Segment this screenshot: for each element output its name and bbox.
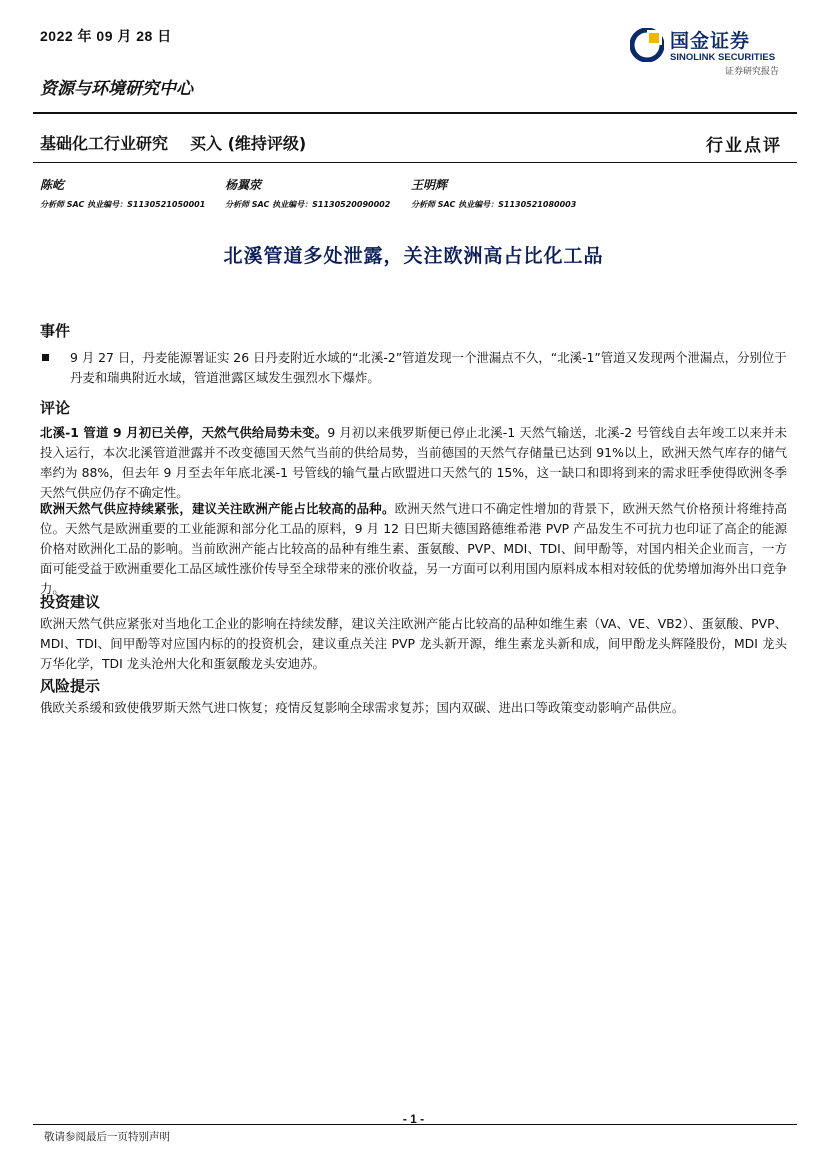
comment-paragraph-1 <box>40 423 787 503</box>
sinolink-logo-icon <box>630 28 664 62</box>
analyst-name: 杨翼荥 <box>225 178 262 192</box>
report-date: 2022 年 09 月 28 日 <box>40 28 172 44</box>
rating-line <box>40 131 328 154</box>
comment-2-body: 欧洲天然气进口不确定性增加的背景下，欧洲天然气价格预计将维持高位。天然气是欧洲重要的工业能源和部分化工品的原料，9 月 12 日巴斯夫德国路德维希港 PVP 产品发生不可抗力也印证了高企的能源价格对欧洲化工品的影响。当前欧洲产能占比较高的品种有维生素、蛋氨酸、PVP、MDI、TDI、间甲酚等，对国内相关企业而言，一方面可能受益于欧洲重要化工品区域性涨价传导至全球带来的涨价收益，另一方面可以利用国内原料成本相对较低的优势增加海外出口竞争力。 <box>40 501 788 596</box>
industry-label: 基础化工行业研究 <box>40 134 169 153</box>
event-bullet-text: 9 月 27 日，丹麦能源署证实 26 日丹麦附近水域的“北溪-2”管道发现一个泄漏点不久，“北溪-1”管道又发现两个泄漏点，分别位于丹麦和瑞典附近水域，管道泄露区域发生强烈水下爆炸。 <box>70 350 787 385</box>
analyst-3 <box>411 176 576 210</box>
risk-paragraph: 俄欧关系缓和致使俄罗斯天然气进口恢复；疫情反复影响全球需求复苏；国内双碳、进出口等政策变动影响产品供应。 <box>40 700 685 715</box>
brand-name-en: SINOLINK SECURITIES <box>670 52 776 63</box>
rating-label: 买入 (维持评级) <box>190 134 307 153</box>
report-title: 北溪管道多处泄露，关注欧洲高占比化工品 <box>223 245 604 267</box>
bullet-square-icon <box>42 354 49 361</box>
brand-name-cn: 国金证券 <box>670 30 751 52</box>
analyst-2 <box>225 176 390 210</box>
research-center: 资源与环境研究中心 <box>40 79 193 99</box>
section-heading-comment: 评论 <box>40 399 71 417</box>
brand-subtitle: 证券研究报告 <box>725 67 780 77</box>
report-type: 行业点评 <box>706 136 782 156</box>
section-heading-risk: 风险提示 <box>40 677 101 695</box>
analyst-id: 分析师 SAC 执业编号：S1130521080003 <box>411 200 577 209</box>
analyst-id: 分析师 SAC 执业编号：S1130521050001 <box>40 200 206 209</box>
analyst-1 <box>40 176 205 210</box>
invest-paragraph: 欧洲天然气供应紧张对当地化工企业的影响在持续发酵，建议关注欧洲产能占比较高的品种如维生素（VA、VE、VB2）、蛋氨酸、PVP、MDI、TDI、间甲酚等对应国内标的的投资机会，建议重点关注 PVP 龙头新开源，维生素龙头新和成，间甲酚龙头辉隆股份，MDI 龙头万华化学，TDI 龙头沧州大化和蛋氨酸龙头安迪苏。 <box>40 616 787 671</box>
section-heading-event: 事件 <box>40 322 71 340</box>
analyst-name: 陈屹 <box>40 178 65 192</box>
comment-2-lead: 欧洲天然气供应持续紧张，建议关注欧洲产能占比较高的品种。 <box>40 501 395 516</box>
rating-divider <box>33 162 797 163</box>
header-divider <box>33 112 797 114</box>
footer-disclaimer: 敬请参阅最后一页特别声明 <box>44 1131 170 1143</box>
comment-1-lead: 北溪-1 管道 9 月初已关停，天然气供给局势未变。 <box>40 425 328 440</box>
page-number: - 1 - <box>402 1112 425 1126</box>
comment-paragraph-2 <box>40 499 787 599</box>
analyst-name: 王明辉 <box>411 178 448 192</box>
footer-divider <box>33 1124 797 1125</box>
analyst-id: 分析师 SAC 执业编号：S1130520090002 <box>225 200 391 209</box>
section-heading-invest: 投资建议 <box>40 593 101 611</box>
comment-1-body: 9 月初以来俄罗斯便已停止北溪-1 天然气输送，北溪-2 号管线自去年竣工以来并未投入运行，本次北溪管道泄露并不改变德国天然气当前的供给局势，当前德国的天然气存储量已达到 91%以上，欧洲天然气库存的储气率约为 88%，但去年 9 月至去年年底北溪-1 号管线的输气量占欧盟进口天然气的 15%，这一缺口和即将到来的需求旺季使得欧洲冬季天然气供应仍存不确定性。 <box>40 425 787 500</box>
